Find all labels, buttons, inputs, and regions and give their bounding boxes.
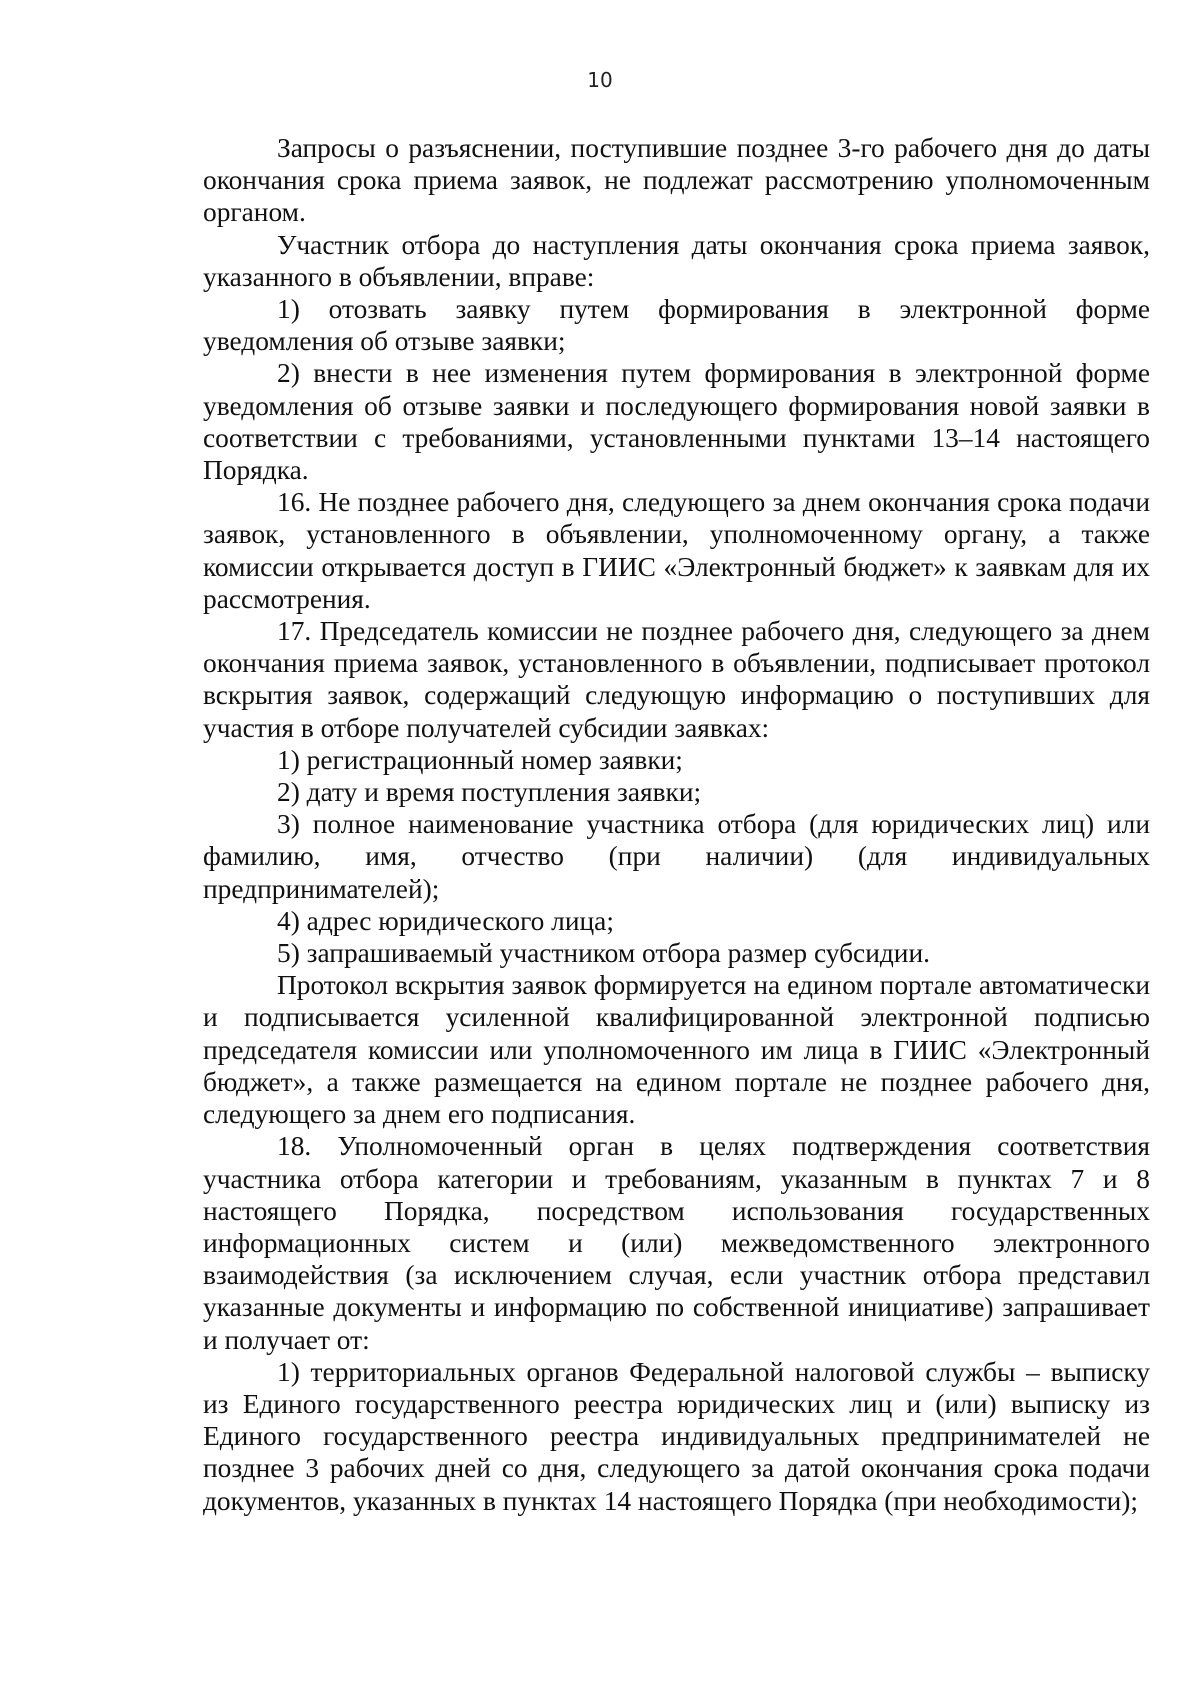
document-body bbox=[203, 132, 1150, 1517]
clause-17: 17. Председатель комиссии не позднее рабочего дня, следующего за днем окончания приема заявок, установленного в объявлении, подписывает протокол вскрытия заявок, содержащий следующую информацию о поступивших для участия в отборе получателей субсидии заявках: bbox=[203, 616, 1150, 743]
list-item-registration-number: 1) регистрационный номер заявки; bbox=[277, 744, 683, 775]
clause-16: 16. Не позднее рабочего дня, следующего за днем окончания срока подачи заявок, установленного в объявлении, уполномоченному органу, а также комиссии открывается доступ в ГИИС «Электронный бюджет» к заявкам для их рассмотрения. bbox=[203, 487, 1150, 614]
clause-18: 18. Уполномоченный орган в целях подтверждения соответствия участника отбора категории и требованиям, указанным в пунктах 7 и 8 настоящего Порядка, посредством использования государственных информационных систем и (или) межведомственного электронного взаимодействия (за исключением случая, если участник отбора представил указанные документы и информацию по собственной инициативе) запрашивает и получает от: bbox=[203, 1131, 1150, 1355]
paragraph-clarification-requests: Запросы о разъяснении, поступившие позднее 3-го рабочего дня до даты окончания срока приема заявок, не подлежат рассмотрению уполномоченным органом. bbox=[203, 133, 1150, 228]
list-item-requested-subsidy: 5) запрашиваемый участником отбора размер субсидии. bbox=[277, 938, 930, 969]
paragraph-participant-rights: Участник отбора до наступления даты окончания срока приема заявок, указанного в объявлении, вправе: bbox=[203, 229, 1150, 292]
page-number: 10 bbox=[587, 68, 613, 92]
paragraph-opening-protocol: Протокол вскрытия заявок формируется на едином портале автоматически и подписывается усиленной квалифицированной электронной подписью председателя комиссии или уполномоченного им лица в ГИИС «Электронный бюджет», а также размещается на едином портале не позднее рабочего дня, следующего за днем его подписания. bbox=[203, 970, 1150, 1130]
list-item-withdraw-application: 1) отозвать заявку путем формирования в электронной форме уведомления об отзыве заявки; bbox=[203, 294, 1150, 357]
list-item-participant-name: 3) полное наименование участника отбора (для юридических лиц) или фамилию, имя, отчество (при наличии) (для индивидуальных предпринимателей); bbox=[203, 809, 1150, 904]
list-item-amend-application: 2) внести в нее изменения путем формирования в электронной форме уведомления об отзыве заявки и последующего формирования новой заявки в соответствии с требованиями, установленными пунктами 13–14 настоящего Порядка. bbox=[203, 358, 1150, 486]
list-item-legal-address: 4) адрес юридического лица; bbox=[277, 905, 614, 936]
list-item-tax-service-extract: 1) территориальных органов Федеральной налоговой службы – выписку из Единого государственного реестра юридических лиц и (или) выписку из Единого государственного реестра индивидуальных предпринимателей не позднее 3 рабочих дней со дня, следующего за датой окончания срока подачи документов, указанных в пунктах 14 настоящего Порядка (при необходимости); bbox=[203, 1356, 1150, 1516]
list-item-receipt-date-time: 2) дату и время поступления заявки; bbox=[277, 777, 702, 808]
